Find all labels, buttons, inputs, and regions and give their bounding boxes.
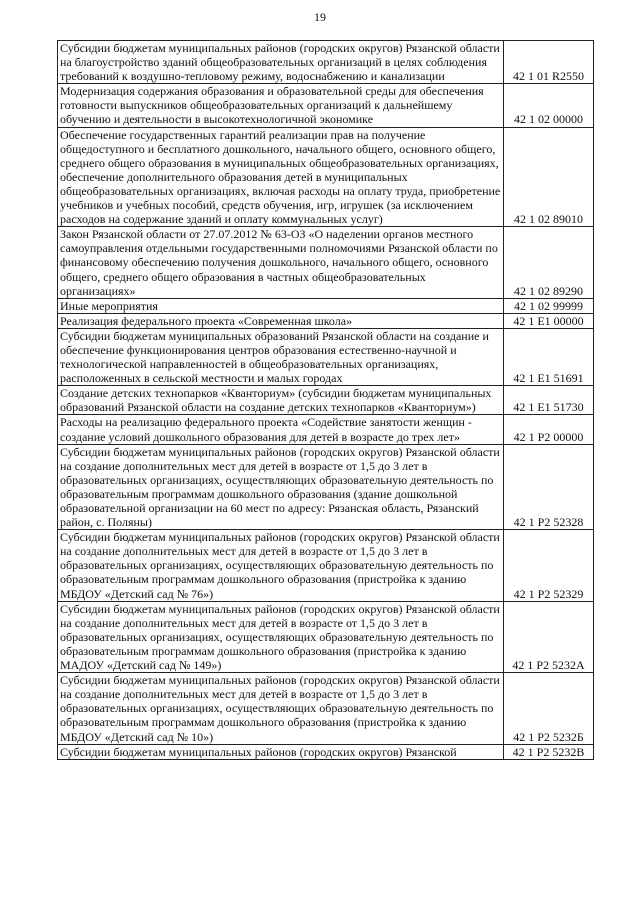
table-row <box>58 415 594 444</box>
table-row <box>58 744 594 759</box>
page-number: 19 <box>314 10 326 24</box>
row-description: Расходы на реализацию федерального проекта «Содействие занятости женщин - создание условий дошкольного образования для детей в возрасте до трех лет» <box>58 415 504 444</box>
table-row <box>58 673 594 744</box>
row-code: 42 1 02 00000 <box>504 84 594 127</box>
row-code: 42 1 P2 5232Б <box>504 673 594 744</box>
row-code: 42 1 02 89010 <box>504 127 594 227</box>
row-description: Субсидии бюджетам муниципальных районов (городских округов) Рязанской области на создание дополнительных мест для детей в возрасте от 1,5 до 3 лет в образовательных организациях, осуществляющих образовательную деятельность по образовательным программам дошкольного образования (здание дошкольной образовательной организации на 60 мест по адресу: Рязанская область, Рязанский район, с. Поляны) <box>58 444 504 530</box>
row-code: 42 1 P2 52328 <box>504 444 594 530</box>
table-row <box>58 41 594 84</box>
row-description: Иные мероприятия <box>58 298 504 313</box>
budget-classification-table <box>57 40 594 760</box>
row-code: 42 1 E1 00000 <box>504 313 594 328</box>
row-code: 42 1 P2 52329 <box>504 530 594 601</box>
row-description: Субсидии бюджетам муниципальных образований Рязанской области на создание и обеспечение функционирования центров образования естественно-научной и технологической направленностей в общеобразовательных организациях, расположенных в сельской местности и малых городах <box>58 328 504 385</box>
row-code: 42 1 02 89290 <box>504 227 594 298</box>
row-description: Субсидии бюджетам муниципальных районов (городских округов) Рязанской <box>58 744 504 759</box>
table-row <box>58 84 594 127</box>
table-row <box>58 328 594 385</box>
row-description: Обеспечение государственных гарантий реализации прав на получение общедоступного и бесплатного дошкольного, начального общего, основного общего, среднего общего образования в муниципальных общеобразовательных организациях, обеспечение дополнительного образования детей в муниципальных общеобразовательных организациях, включая расходы на оплату труда, приобретение учебников и учебных пособий, средств обучения, игр, игрушек (за исключением расходов на содержание зданий и оплату коммунальных услуг) <box>58 127 504 227</box>
row-description: Закон Рязанской области от 27.07.2012 № 63-ОЗ «О наделении органов местного самоуправления отдельными государственными полномочиями Рязанской области по финансовому обеспечению получения дошкольного, начального общего, основного общего, среднего общего образования в частных общеобразовательных организациях» <box>58 227 504 298</box>
table-row <box>58 298 594 313</box>
row-code: 42 1 P2 00000 <box>504 415 594 444</box>
row-description: Реализация федерального проекта «Современная школа» <box>58 313 504 328</box>
row-description: Субсидии бюджетам муниципальных районов (городских округов) Рязанской области на благоустройство зданий общеобразовательных организаций в целях соблюдения требований к воздушно-тепловому режиму, водоснабжению и канализации <box>58 41 504 84</box>
table-row <box>58 386 594 415</box>
row-code: 42 1 02 99999 <box>504 298 594 313</box>
row-description: Модернизация содержания образования и образовательной среды для обеспечения готовности выпускников общеобразовательных организаций к дальнейшему обучению и деятельности в высокотехнологичной экономике <box>58 84 504 127</box>
row-description: Субсидии бюджетам муниципальных районов (городских округов) Рязанской области на создание дополнительных мест для детей в возрасте от 1,5 до 3 лет в образовательных организациях, осуществляющих образовательную деятельность по образовательным программам дошкольного образования (пристройка к зданию МАДОУ «Детский сад № 149») <box>58 601 504 672</box>
row-code: 42 1 P2 5232В <box>504 744 594 759</box>
row-code: 42 1 E1 51730 <box>504 386 594 415</box>
table-row <box>58 444 594 530</box>
table-row <box>58 227 594 298</box>
row-description: Создание детских технопарков «Кванториум» (субсидии бюджетам муниципальных образований Рязанской области на создание детских технопарков «Кванториум») <box>58 386 504 415</box>
table-row <box>58 127 594 227</box>
row-description: Субсидии бюджетам муниципальных районов (городских округов) Рязанской области на создание дополнительных мест для детей в возрасте от 1,5 до 3 лет в образовательных организациях, осуществляющих образовательную деятельность по образовательным программам дошкольного образования (пристройка к зданию МБДОУ «Детский сад № 76») <box>58 530 504 601</box>
row-code: 42 1 E1 51691 <box>504 328 594 385</box>
row-description: Субсидии бюджетам муниципальных районов (городских округов) Рязанской области на создание дополнительных мест для детей в возрасте от 1,5 до 3 лет в образовательных организациях, осуществляющих образовательную деятельность по образовательным программам дошкольного образования (пристройка к зданию МБДОУ «Детский сад № 10») <box>58 673 504 744</box>
table-row <box>58 601 594 672</box>
table-row <box>58 530 594 601</box>
row-code: 42 1 P2 5232А <box>504 601 594 672</box>
row-code: 42 1 01 R2550 <box>504 41 594 84</box>
table-row <box>58 313 594 328</box>
